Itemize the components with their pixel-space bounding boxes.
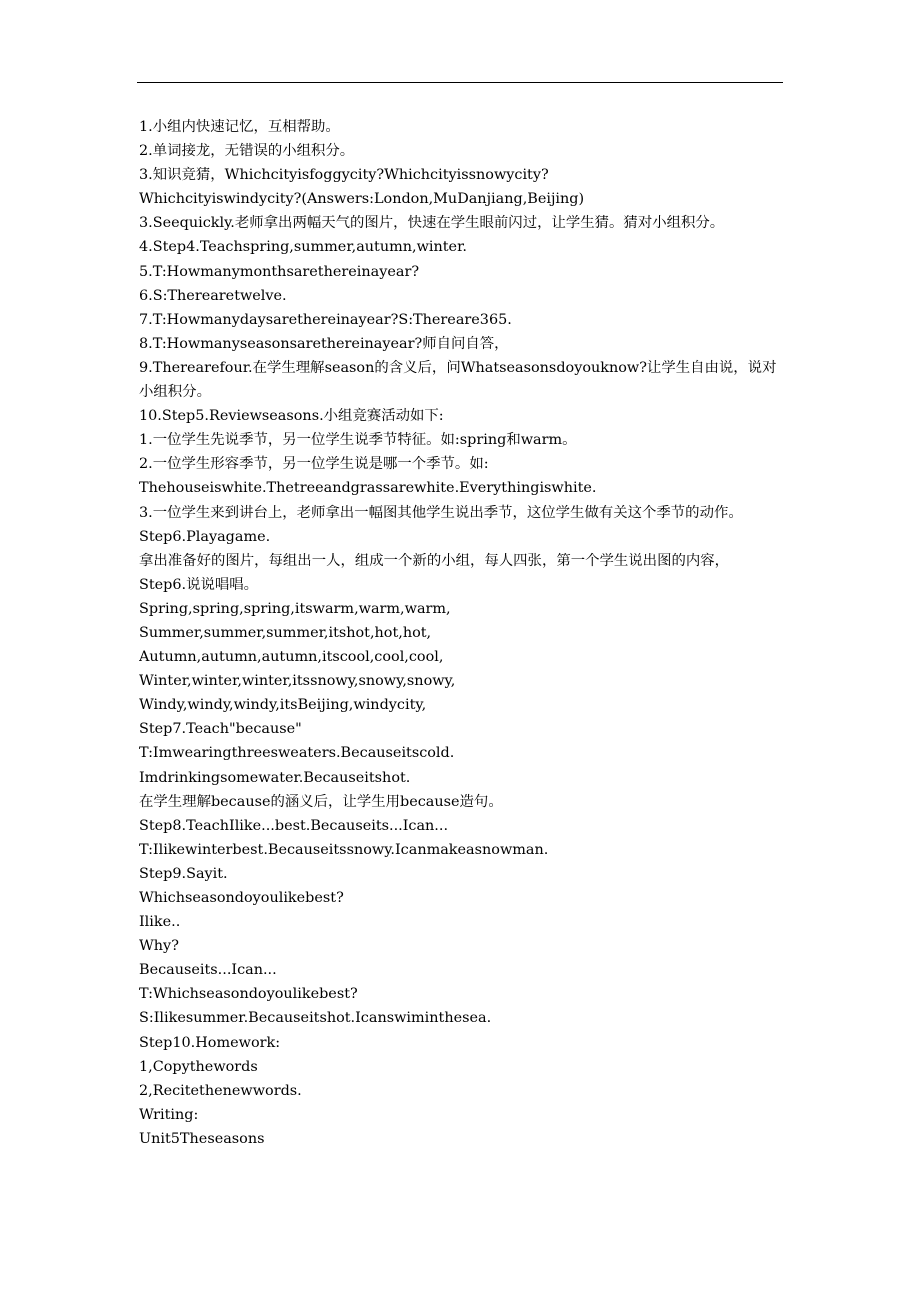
text-line: Spring,spring,spring,itswarm,warm,warm, (139, 600, 451, 617)
text-line: 2.单词接龙，无错误的小组积分。 (139, 143, 355, 160)
text-line: 3.Seequickly.老师拿出两幅天气的图片，快速在学生眼前闪过，让学生猜。猜对小组积分。 (139, 215, 725, 232)
text-line: 10.Step5.Reviewseasons.小组竞赛活动如下: (139, 408, 444, 425)
text-line: 8.T:Howmanyseasonsarethereinayear?师自问自答， (139, 335, 509, 352)
text-line: Autumn,autumn,autumn,itscool,cool,cool, (139, 649, 444, 666)
text-line: 1.小组内快速记忆，互相帮助。 (139, 119, 340, 135)
text-line: 3.一位学生来到讲台上，老师拿出一幅图其他学生说出季节，这位学生做有关这个季节的动作。 (139, 504, 743, 521)
text-line: 在学生理解because的涵义后，让学生用because造句。 (139, 793, 503, 810)
text-line: Ilike.. (139, 914, 181, 931)
text-line: Becauseits...Ican... (139, 962, 277, 979)
text-line: Writing: (139, 1106, 199, 1123)
header-rule (137, 82, 783, 83)
text-line: 2,Recitethenewwords. (139, 1082, 302, 1099)
text-line: Unit5Theseasons (139, 1130, 265, 1147)
text-line: Thehouseiswhite.Thetreeandgrassarewhite.Everythingiswhite. (139, 480, 597, 497)
text-line: 5.T:Howmanymonthsarethereinayear? (139, 263, 420, 280)
document-body (139, 115, 785, 1151)
text-line: Step10.Homework: (139, 1034, 281, 1051)
text-line: Why? (139, 938, 179, 955)
text-line: Whichcityiswindycity?(Answers:London,MuDanjiang,Beijing) (139, 191, 585, 208)
text-line: 9.Therearefour.在学生理解season的含义后，问Whatseasonsdoyouknow?让学生自由说，说对小组积分。 (139, 359, 777, 401)
text-line: T:Imwearingthreesweaters.Becauseitscold. (139, 745, 455, 762)
text-line: Summer,summer,summer,itshot,hot,hot, (139, 624, 432, 641)
text-line: Step9.Sayit. (139, 865, 228, 882)
text-line: Windy,windy,windy,itsBeijing,windycity, (139, 697, 427, 714)
text-line: Step6.说说唱唱。 (139, 576, 259, 593)
text-line: Whichseasondoyoulikebest? (139, 890, 344, 906)
text-line: Winter,winter,winter,itssnowy,snowy,snowy, (139, 673, 456, 690)
text-line: T:Whichseasondoyoulikebest? (139, 986, 358, 1003)
text-line: 7.T:Howmanydaysarethereinayear?S:Thereare365. (139, 311, 512, 328)
text-line: 1,Copythewords (139, 1058, 258, 1075)
text-line: Step8.TeachIlike...best.Becauseits...Ican... (139, 817, 449, 834)
text-line: T:Ilikewinterbest.Becauseitssnowy.Icanmakeasnowman. (139, 841, 549, 858)
text-line: 2.一位学生形容季节，另一位学生说是哪一个季节。如: (139, 456, 489, 473)
text-line: Step6.Playagame. (139, 528, 271, 545)
text-line: S:Ilikesummer.Becauseitshot.Icanswiminthesea. (139, 1010, 492, 1027)
text-line: 拿出准备好的图片，每组出一人，组成一个新的小组，每人四张，第一个学生说出图的内容， (139, 552, 730, 569)
text-line: 6.S:Therearetwelve. (139, 287, 287, 304)
text-line: 4.Step4.Teachspring,summer,autumn,winter. (139, 239, 467, 256)
text-line: Step7.Teach"because" (139, 721, 302, 738)
text-line: 3.知识竞猜，Whichcityisfoggycity?Whichcityissnowycity? (139, 167, 549, 184)
text-line: 1.一位学生先说季节，另一位学生说季节特征。如:spring和warm。 (139, 432, 577, 449)
text-line: Imdrinkingsomewater.Becauseitshot. (139, 769, 411, 786)
